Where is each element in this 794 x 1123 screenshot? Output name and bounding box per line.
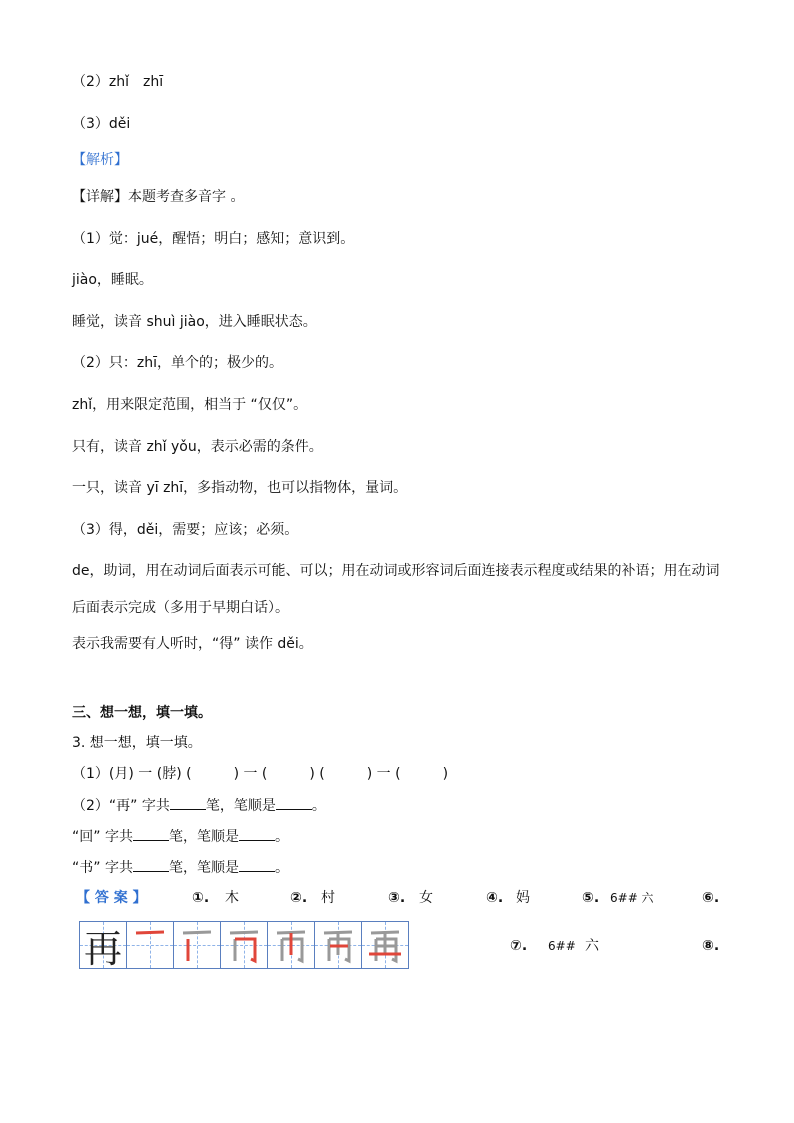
stroke-order-grid — [79, 921, 408, 969]
question-4 — [72, 857, 289, 878]
blank-field[interactable] — [239, 826, 275, 841]
q3-end: 。 — [274, 829, 289, 845]
answer-number: ⑧. — [702, 938, 720, 954]
answer-number: ②. — [290, 890, 308, 906]
detail-line: 【详解】本题考查多音字 。 — [72, 189, 245, 205]
section-heading: 三、想一想，填一填。 — [72, 705, 212, 721]
explanation-line: 表示我需要有人听时，“得” 读作 děi。 — [72, 636, 313, 652]
explanation-line: 后面表示完成（多用于早期白话）。 — [72, 600, 289, 616]
stroke-cell-1 — [126, 921, 174, 969]
q3-prefix: “回” 字共 — [72, 829, 133, 845]
stroke-cell-6 — [361, 921, 409, 969]
answer-value: 女 — [419, 890, 433, 906]
q3-mid: 笔，笔顺是 — [168, 829, 239, 845]
question-2 — [72, 795, 326, 816]
answer-value: 6## — [548, 939, 576, 953]
stroke-cell-full — [79, 921, 127, 969]
blank-field[interactable] — [276, 795, 312, 810]
stroke-cell-4 — [267, 921, 315, 969]
answer-number: ①. — [192, 890, 210, 906]
stroke-char: 再 — [83, 926, 122, 971]
blank-field[interactable] — [239, 857, 275, 872]
answer-number: ⑥. — [702, 890, 720, 906]
stroke-cell-3 — [220, 921, 268, 969]
answer-value: 村 — [321, 890, 335, 906]
question-title: 3. 想一想，填一填。 — [72, 735, 202, 751]
explanation-line: zhǐ，用来限定范围，相当于 “仅仅”。 — [72, 397, 308, 413]
q2-mid: 笔，笔顺是 — [205, 798, 276, 814]
answer-value: 6## 六 — [610, 891, 654, 905]
stroke-cell-2 — [173, 921, 221, 969]
explanation-line: 一只，读音 yī zhī，多指动物，也可以指物体，量词。 — [72, 480, 408, 496]
explanation-line: （1）觉：jué，醒悟；明白；感知；意识到。 — [72, 231, 355, 247]
blank-field[interactable] — [133, 826, 169, 841]
answer-value: 六 — [585, 938, 599, 954]
blank-field[interactable] — [133, 857, 169, 872]
answer-number: ③. — [388, 890, 406, 906]
answer-number: ④. — [486, 890, 504, 906]
explanation-line: de，助词，用在动词后面表示可能、可以；用在动词或形容词后面连接表示程度或结果的补语；用在动词 — [72, 563, 720, 579]
answer-value: 妈 — [516, 890, 530, 906]
q4-mid: 笔，笔顺是 — [168, 860, 239, 876]
q4-end: 。 — [274, 860, 289, 876]
answer-line-2: （2）zhǐ zhī — [72, 74, 164, 90]
answer-value: 木 — [225, 890, 239, 906]
explanation-line: 睡觉，读音 shuì jiào，进入睡眠状态。 — [72, 314, 317, 330]
explanation-line: （3）得，děi，需要；应该；必须。 — [72, 522, 299, 538]
q2-end: 。 — [311, 798, 326, 814]
blank-field[interactable] — [170, 795, 206, 810]
q2-prefix: （2）“再” 字共 — [72, 798, 170, 814]
stroke-cell-5 — [314, 921, 362, 969]
analysis-label: 【解析】 — [72, 152, 128, 168]
answer-number: ⑦. — [510, 938, 528, 954]
explanation-line: （2）只：zhī，单个的；极少的。 — [72, 355, 284, 371]
answer-line-3: （3）děi — [72, 116, 131, 132]
explanation-line: jiào，睡眠。 — [72, 272, 153, 288]
answer-number: ⑤. — [582, 890, 600, 906]
question-3 — [72, 826, 289, 847]
q4-prefix: “书” 字共 — [72, 860, 133, 876]
answer-label: 【 答 案 】 — [76, 890, 147, 906]
explanation-line: 只有，读音 zhǐ yǒu，表示必需的条件。 — [72, 439, 323, 455]
question-1: （1）(月) 一 (脖) ( ) 一 ( ) ( ) 一 ( ) — [72, 766, 449, 782]
